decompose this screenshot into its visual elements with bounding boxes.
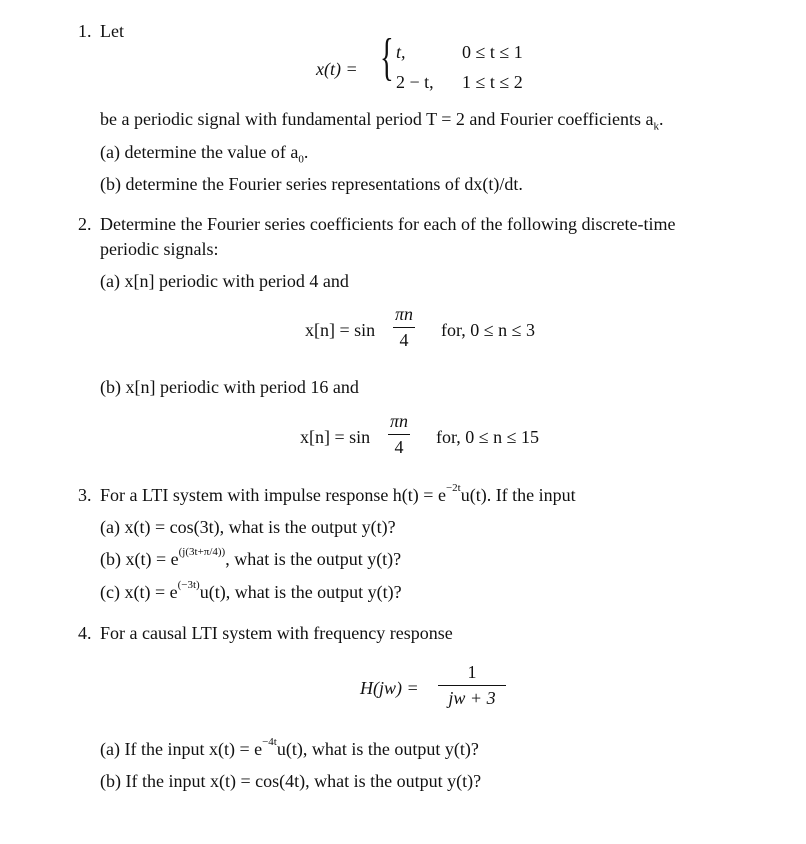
eq-b-fraction <box>388 411 410 458</box>
problem-4-number: 4. <box>78 623 92 643</box>
case-1-expr: t, <box>396 42 406 62</box>
problem-1-lhs: x(t) = <box>316 59 358 79</box>
case-1-cond: 0 ≤ t ≤ 1 <box>462 42 523 62</box>
case-2-expr: 2 − t, <box>396 72 434 92</box>
problem-4-part-b: (b) If the input x(t) = cos(4t), what is the output y(t)? <box>100 771 482 791</box>
part-a-text: (a) determine the value of a <box>100 142 299 162</box>
problem-3-number: 3. <box>78 485 92 505</box>
eq-numerator: 1 <box>467 662 477 682</box>
problem-1-part-b: (b) determine the Fourier series representations of dx(t)/dt. <box>100 174 523 194</box>
problem-1-statement <box>100 110 664 133</box>
eq-a-denominator: 4 <box>393 327 415 351</box>
eq-fraction <box>438 662 506 709</box>
part-a-end: u(t), what is the output y(t)? <box>276 739 479 759</box>
part-b-end: , what is the output y(t)? <box>225 549 402 569</box>
left-brace-icon: { <box>380 29 394 86</box>
statement-text: be a periodic signal with fundamental period T = 2 and Fourier coefficients a <box>100 109 654 129</box>
eq-b-condition: for, 0 ≤ n ≤ 15 <box>436 427 540 447</box>
problem-2-part-a: (a) x[n] periodic with period 4 and <box>100 271 349 291</box>
problem-2-line-2: periodic signals: <box>100 239 219 259</box>
line1-end: u(t). If the input <box>460 485 576 505</box>
problem-4-line-1: For a causal LTI system with frequency response <box>100 623 453 643</box>
problem-1-part-a <box>100 143 308 166</box>
line1-sup: −2t <box>445 482 461 494</box>
problem-3-part-a: (a) x(t) = cos(3t), what is the output y(t)? <box>100 517 396 537</box>
line1-text: For a LTI system with impulse response h(t) = e <box>100 485 446 505</box>
part-b-text: (b) x(t) = e <box>100 549 179 569</box>
problem-1-intro: Let <box>100 21 124 41</box>
part-a-sup: −4t <box>262 736 277 748</box>
eq-denominator: jw + 3 <box>438 685 506 709</box>
eq-a-lhs: x[n] = sin <box>305 320 376 340</box>
part-a-sub: 0 <box>298 153 304 166</box>
part-c-end: u(t), what is the output y(t)? <box>199 582 402 602</box>
statement-end: . <box>659 109 664 129</box>
eq-a-numerator: πn <box>395 304 414 324</box>
eq-b-denominator: 4 <box>388 434 410 458</box>
part-c-sup: (−3t) <box>177 579 200 591</box>
part-c-text: (c) x(t) = e <box>100 582 178 602</box>
eq-lhs: H(jw) = <box>360 678 419 698</box>
part-a-text: (a) If the input x(t) = e <box>100 739 263 759</box>
eq-b-numerator: πn <box>390 411 409 431</box>
part-b-sup: (j(3t+π/4)) <box>178 546 226 558</box>
part-a-end: . <box>303 142 309 162</box>
problem-3-part-c <box>100 579 402 602</box>
problem-1-number: 1. <box>78 21 92 41</box>
problem-4-part-a <box>100 736 479 759</box>
case-2-cond: 1 ≤ t ≤ 2 <box>462 72 523 92</box>
problem-2-line-1: Determine the Fourier series coefficients for each of the following discrete-time <box>100 214 676 234</box>
eq-a-condition: for, 0 ≤ n ≤ 3 <box>441 320 536 340</box>
problem-2-number: 2. <box>78 214 92 234</box>
eq-a-fraction <box>393 304 415 351</box>
eq-b-lhs: x[n] = sin <box>300 427 371 447</box>
problem-3-line-1 <box>100 482 576 505</box>
statement-sub: k <box>653 120 659 133</box>
problem-2-part-b: (b) x[n] periodic with period 16 and <box>100 377 359 397</box>
problem-3-part-b <box>100 546 402 569</box>
